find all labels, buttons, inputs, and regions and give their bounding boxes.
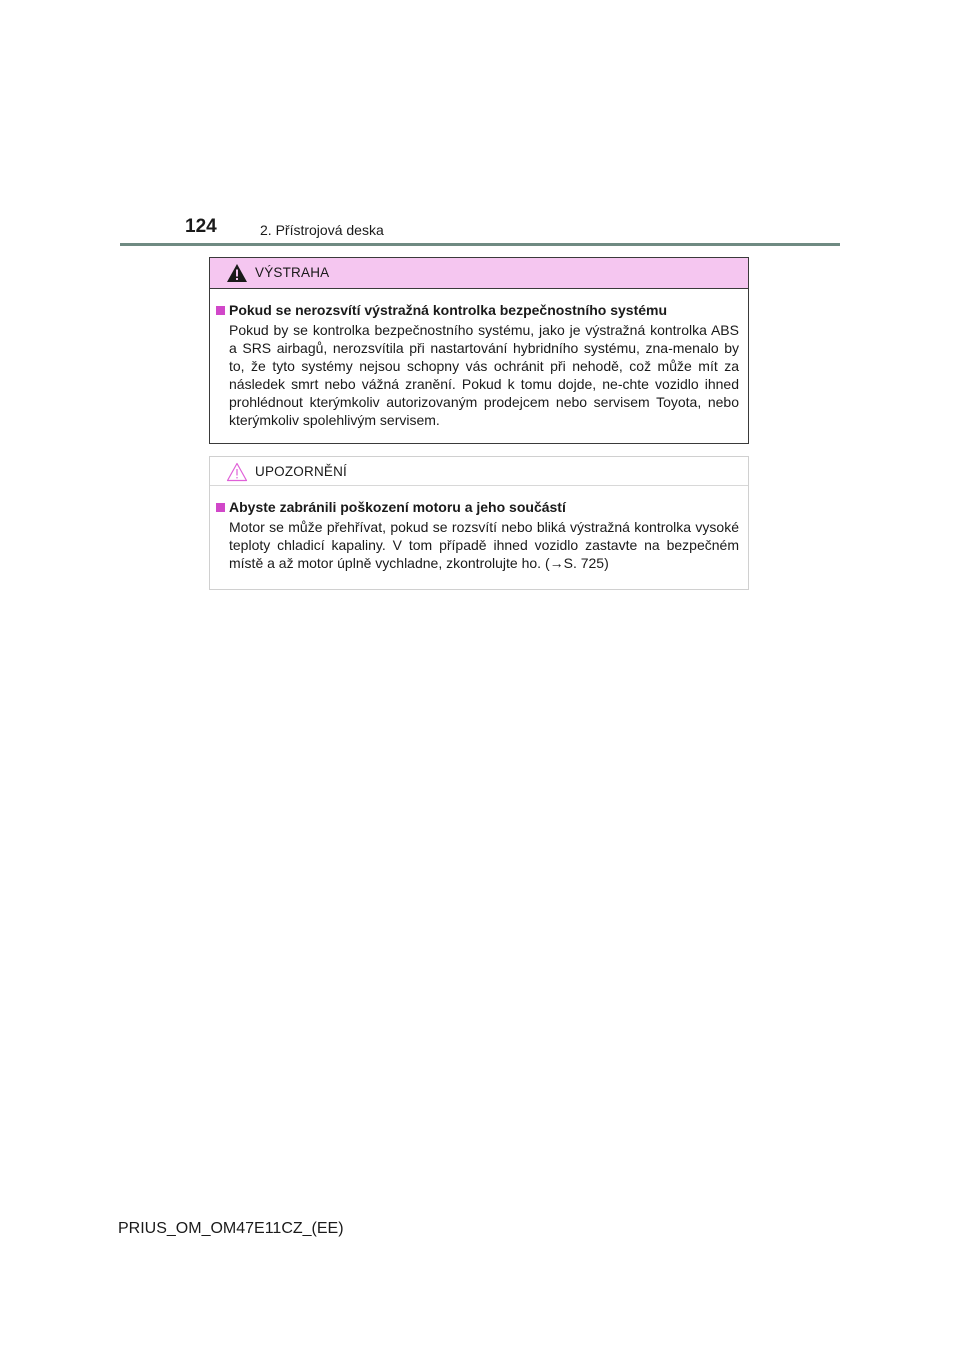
- warning-header: [210, 258, 748, 289]
- warning-filled-triangle-icon: [226, 263, 248, 283]
- caution-header: [210, 457, 748, 486]
- square-bullet-icon: [216, 306, 225, 315]
- document-code: PRIUS_OM_OM47E11CZ_(EE): [118, 1220, 344, 1237]
- warning-box: [209, 257, 749, 444]
- page-number: 124: [185, 216, 217, 237]
- header-divider: [120, 243, 840, 246]
- caution-outline-triangle-icon: [226, 462, 248, 482]
- square-bullet-icon: [216, 503, 225, 512]
- warning-body: [210, 289, 748, 429]
- caution-label: UPOZORNĚNÍ: [255, 464, 348, 479]
- warning-item-title: [216, 301, 739, 319]
- section-title: 2. Přístrojová deska: [260, 222, 384, 238]
- warning-item-text: Pokud by se kontrolka bezpečnostního systému, jako je výstražná kontrolka ABS a SRS airbagů, nerozsvítila při nastartování hybridního systému, zna-menalo by to, že tyto systémy nejsou schopny vás ochránit při nehodě, což může mít za následek smrt nebo vážná zranění. Pokud k tomu dojde, ne-chte vozidlo ihned prohlédnout kterýmkoliv autorizovaným prodejcem nebo servisem Toyota, nebo kterýmkoliv spolehlivým servisem.: [229, 322, 739, 428]
- caution-item-text: Motor se může přehřívat, pokud se rozsvítí nebo bliká výstražná kontrolka vysoké teploty chladicí kapaliny. V tom případě ihned vozidlo zastavte na bezpečném místě a až motor úplně vychladne, zkontrolujte ho. (→S. 725): [229, 519, 739, 571]
- caution-box: [209, 456, 749, 590]
- caution-item-title-text: Abyste zabránili poškození motoru a jeho součástí: [229, 499, 566, 515]
- caution-body: [210, 486, 748, 572]
- caution-item-title: [216, 498, 739, 516]
- warning-item-title-text: Pokud se nerozsvítí výstražná kontrolka bezpečnostního systému: [229, 302, 668, 318]
- warning-label: VÝSTRAHA: [255, 265, 330, 280]
